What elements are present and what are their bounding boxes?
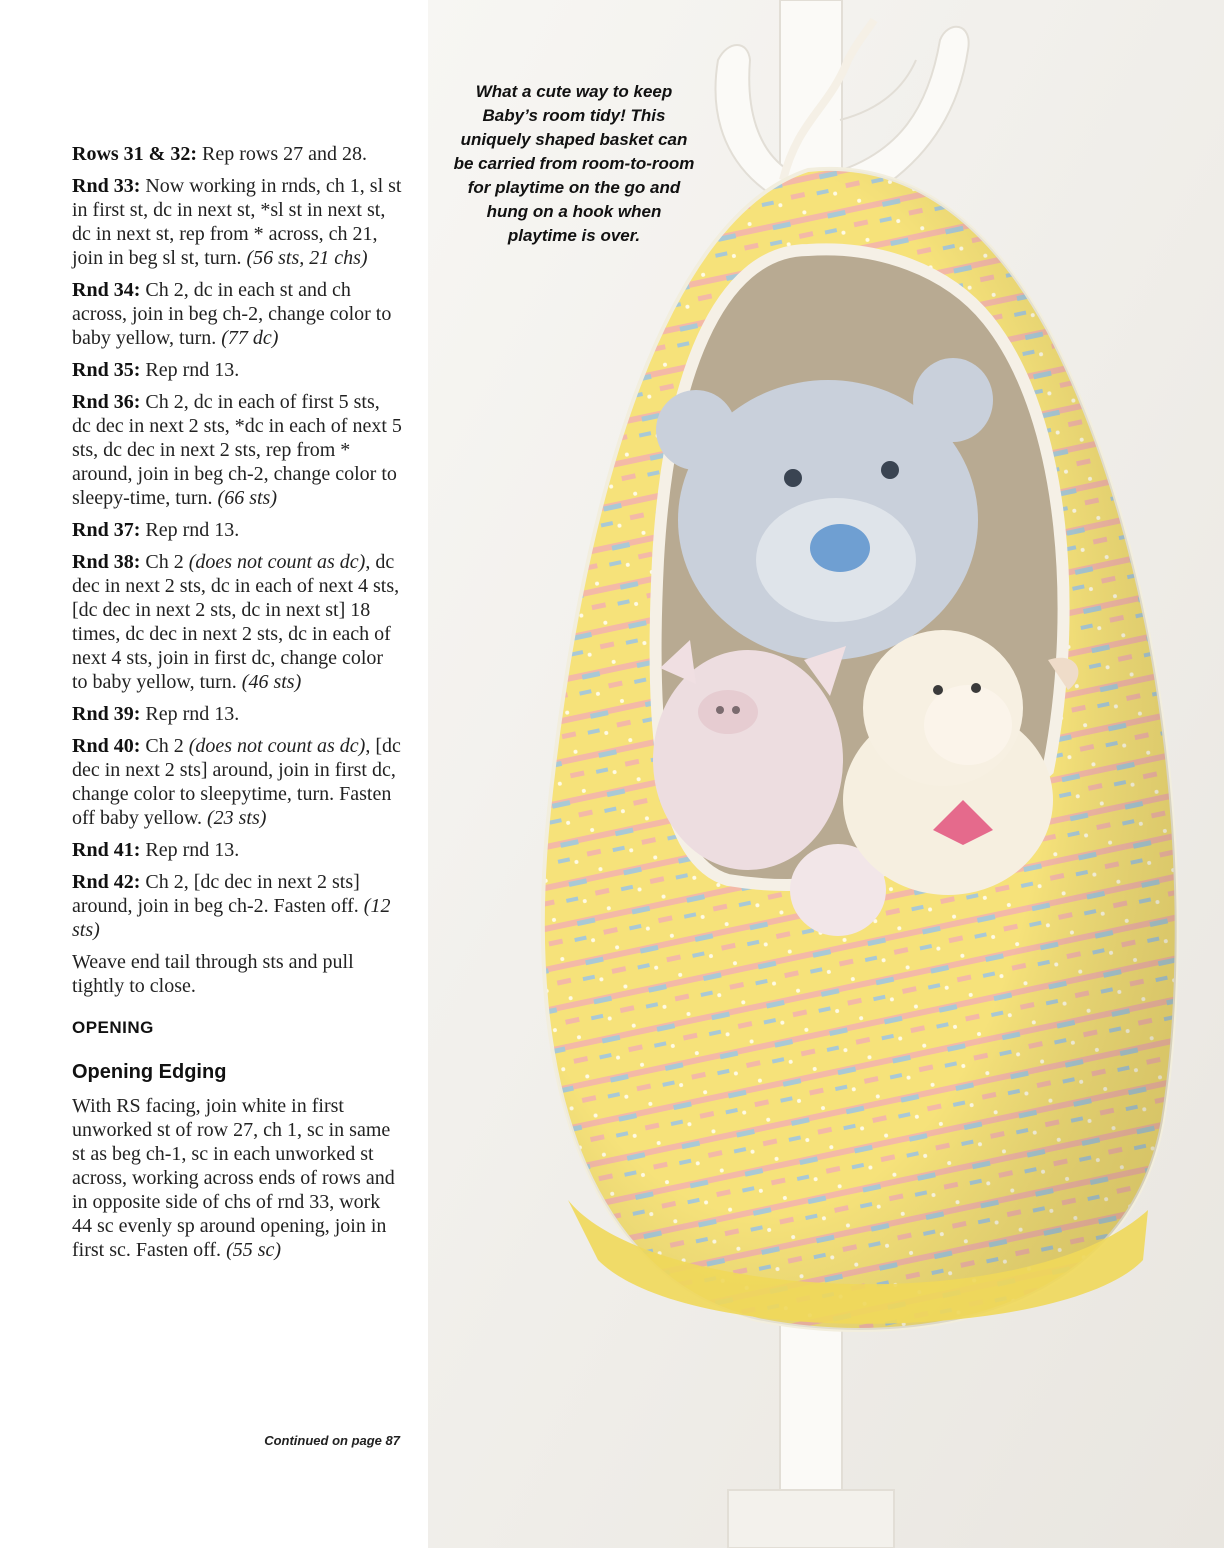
closing-text: Weave end tail through sts and pull tightly to close. (72, 951, 354, 997)
photo-caption: What a cute way to keep Baby’s room tidy! This uniquely shaped basket can be carried from room-to-room for playtime on the go and hung on a hook when playtime is over. (453, 82, 695, 245)
section-heading: OPENING (72, 1018, 154, 1037)
continued-note: Continued on page 87 (264, 1433, 400, 1448)
instruction-rnd-36: Rnd 36: Ch 2, dc in each of first 5 sts, dc dec in next 2 sts, *dc in each of next 5 sts, dc dec in next 2 sts, rep from * around, join in beg ch-2, change color to sleepy-time, turn. (66 sts) (72, 391, 402, 509)
instruction-rnd-38: Rnd 38: Ch 2 (does not count as dc), dc dec in next 2 sts, dc in each of next 4 sts, [dc dec in next 2 sts, dc in next st] 18 times, dc dec in next 2 sts, dc in each of next 4 sts, join in first dc, change color to baby yellow, turn. (46 sts) (72, 551, 400, 693)
instruction-rnd-40: Rnd 40: Ch 2 (does not count as dc), [dc dec in next 2 sts] around, join in first dc, change color to sleepytime, turn. Fasten off baby yellow. (23 sts) (72, 735, 401, 829)
instruction-rnd-35: Rnd 35: Rep rnd 13. (72, 359, 240, 381)
edging-instructions: With RS facing, join white in first unworked st of row 27, ch 1, sc in same st as beg ch-1, sc in each unworked st across, working across ends of rows and in opposite side of chs of rnd 33, work 44 sc evenly sp around opening, join in first sc. Fasten off. (55 sc) (72, 1095, 395, 1261)
subheading: Opening Edging (72, 1061, 227, 1083)
instruction-rnd-34: Rnd 34: Ch 2, dc in each st and ch across, join in beg ch-2, change color to baby yellow, turn. (77 dc) (72, 279, 392, 349)
instruction-rnd-33: Rnd 33: Now working in rnds, ch 1, sl st in first st, dc in next st, *sl st in next st, dc in next st, rep from * across, ch 21, join in beg sl st, turn. (56 sts, 21 chs) (72, 175, 402, 269)
instruction-rnd-42: Rnd 42: Ch 2, [dc dec in next 2 sts] around, join in beg ch-2. Fasten off. (12 sts) (72, 871, 391, 941)
instruction-rnd-39: Rnd 39: Rep rnd 13. (72, 703, 240, 725)
instruction-rows-31-32: Rows 31 & 32: Rep rows 27 and 28. (72, 143, 367, 165)
instruction-rnd-37: Rnd 37: Rep rnd 13. (72, 519, 240, 541)
instruction-rnd-41: Rnd 41: Rep rnd 13. (72, 839, 240, 861)
instructions-column (72, 142, 402, 1270)
